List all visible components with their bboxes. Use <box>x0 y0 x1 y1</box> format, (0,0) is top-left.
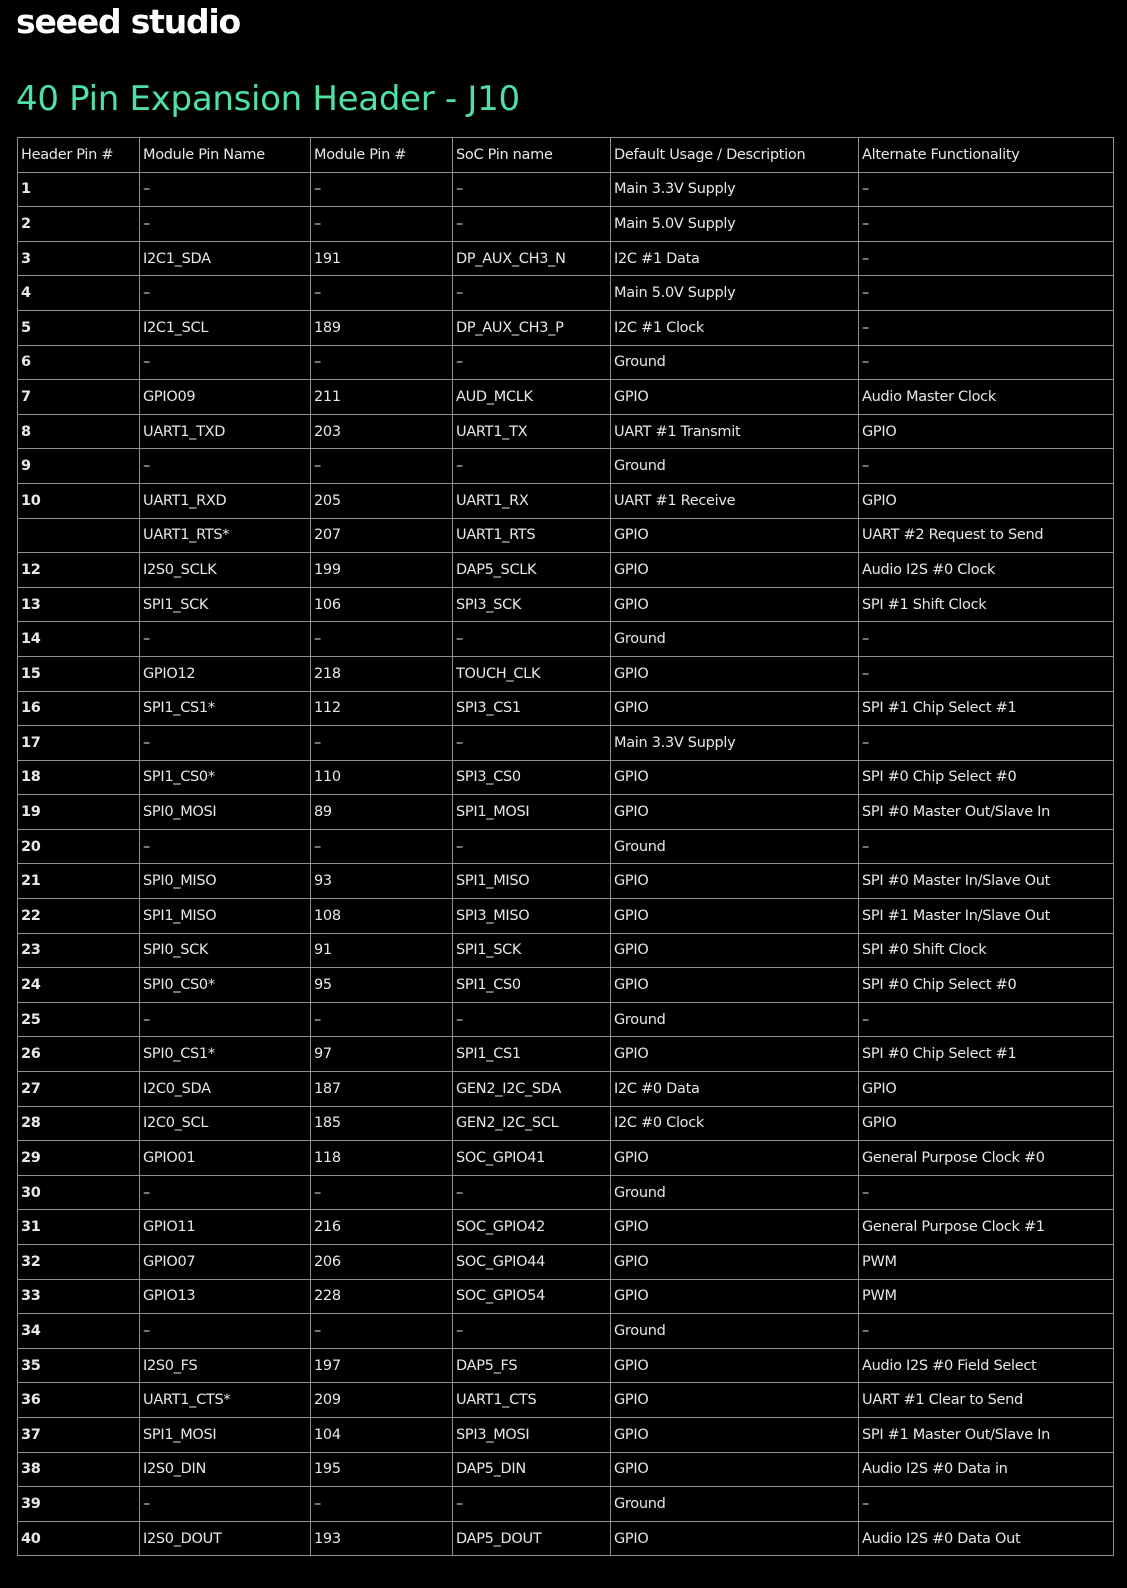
alternate-functionality-cell: SPI #0 Chip Select #0 <box>859 968 1114 1003</box>
module-pin-number-cell: 187 <box>311 1072 453 1107</box>
header-pin-cell: 26 <box>18 1037 140 1072</box>
module-pin-number-cell: 110 <box>311 760 453 795</box>
module-pin-name-cell: SPI1_SCK <box>140 587 311 622</box>
module-pin-name-cell: GPIO11 <box>140 1210 311 1245</box>
soc-pin-name-cell: SPI3_MISO <box>453 899 611 934</box>
default-usage-cell: GPIO <box>611 518 859 553</box>
alternate-functionality-cell: GPIO <box>859 414 1114 449</box>
module-pin-name-column-header: Module Pin Name <box>140 138 311 173</box>
default-usage-cell: GPIO <box>611 656 859 691</box>
alternate-functionality-cell: – <box>859 449 1114 484</box>
alternate-functionality-cell: SPI #0 Master Out/Slave In <box>859 795 1114 830</box>
module-pin-number-cell: 205 <box>311 483 453 518</box>
table-row <box>18 968 1114 1003</box>
alternate-functionality-cell: – <box>859 1314 1114 1349</box>
header-pin-cell: 20 <box>18 829 140 864</box>
header-pin-cell: 4 <box>18 276 140 311</box>
module-pin-name-cell: – <box>140 726 311 761</box>
alternate-functionality-cell: – <box>859 172 1114 207</box>
soc-pin-name-cell: DAP5_DIN <box>453 1452 611 1487</box>
soc-pin-name-cell: – <box>453 207 611 242</box>
table-row <box>18 172 1114 207</box>
alternate-functionality-cell: – <box>859 1487 1114 1522</box>
default-usage-cell: I2C #1 Data <box>611 241 859 276</box>
default-usage-cell: GPIO <box>611 380 859 415</box>
alternate-functionality-cell: – <box>859 829 1114 864</box>
header-pin-cell: 33 <box>18 1279 140 1314</box>
soc-pin-name-cell: SOC_GPIO54 <box>453 1279 611 1314</box>
table-row <box>18 1348 1114 1383</box>
header-pin-cell: 19 <box>18 795 140 830</box>
soc-pin-name-cell: – <box>453 1175 611 1210</box>
module-pin-number-cell: 203 <box>311 414 453 449</box>
table-row <box>18 726 1114 761</box>
soc-pin-name-cell: – <box>453 172 611 207</box>
module-pin-name-cell: SPI0_MOSI <box>140 795 311 830</box>
header-pin-cell: 31 <box>18 1210 140 1245</box>
alternate-functionality-cell: Audio Master Clock <box>859 380 1114 415</box>
header-pin-cell: 16 <box>18 691 140 726</box>
soc-pin-name-cell: – <box>453 726 611 761</box>
module-pin-number-cell: – <box>311 1002 453 1037</box>
header-pin-cell: 23 <box>18 933 140 968</box>
header-pin-cell: 32 <box>18 1245 140 1280</box>
module-pin-number-cell: 185 <box>311 1106 453 1141</box>
alternate-functionality-cell: PWM <box>859 1279 1114 1314</box>
table-row <box>18 380 1114 415</box>
default-usage-cell: Main 3.3V Supply <box>611 726 859 761</box>
alternate-functionality-cell: UART #2 Request to Send <box>859 518 1114 553</box>
header-pin-cell: 15 <box>18 656 140 691</box>
alternate-functionality-cell: GPIO <box>859 1106 1114 1141</box>
soc-pin-name-cell: – <box>453 1314 611 1349</box>
module-pin-name-cell: I2S0_FS <box>140 1348 311 1383</box>
module-pin-name-cell: – <box>140 276 311 311</box>
default-usage-cell: Ground <box>611 449 859 484</box>
module-pin-number-cell: 199 <box>311 553 453 588</box>
soc-pin-name-cell: SPI1_SCK <box>453 933 611 968</box>
header-pin-cell: 17 <box>18 726 140 761</box>
header-pin-cell: 22 <box>18 899 140 934</box>
module-pin-name-cell: SPI0_CS1* <box>140 1037 311 1072</box>
soc-pin-name-cell: – <box>453 345 611 380</box>
alternate-functionality-cell: SPI #1 Shift Clock <box>859 587 1114 622</box>
table-row <box>18 656 1114 691</box>
default-usage-cell: UART #1 Transmit <box>611 414 859 449</box>
module-pin-name-cell: – <box>140 345 311 380</box>
header-pin-cell: 12 <box>18 553 140 588</box>
default-usage-cell: GPIO <box>611 864 859 899</box>
table-row <box>18 1210 1114 1245</box>
module-pin-name-cell: UART1_RXD <box>140 483 311 518</box>
alternate-functionality-cell: – <box>859 656 1114 691</box>
module-pin-name-cell: SPI0_SCK <box>140 933 311 968</box>
soc-pin-name-cell: SPI3_SCK <box>453 587 611 622</box>
table-row <box>18 1106 1114 1141</box>
module-pin-name-cell: I2C0_SDA <box>140 1072 311 1107</box>
table-row <box>18 483 1114 518</box>
default-usage-cell: GPIO <box>611 1383 859 1418</box>
soc-pin-name-cell: – <box>453 449 611 484</box>
header-pin-cell: 21 <box>18 864 140 899</box>
module-pin-name-cell: SPI0_CS0* <box>140 968 311 1003</box>
module-pin-number-cell: 228 <box>311 1279 453 1314</box>
module-pin-number-cell: – <box>311 345 453 380</box>
soc-pin-name-cell: – <box>453 276 611 311</box>
module-pin-name-cell: I2S0_SCLK <box>140 553 311 588</box>
module-pin-number-cell: 191 <box>311 241 453 276</box>
default-usage-cell: GPIO <box>611 760 859 795</box>
module-pin-name-cell: – <box>140 1314 311 1349</box>
default-usage-cell: Ground <box>611 345 859 380</box>
module-pin-number-cell: – <box>311 207 453 242</box>
module-pin-name-cell: GPIO07 <box>140 1245 311 1280</box>
module-pin-name-cell: SPI0_MISO <box>140 864 311 899</box>
alternate-functionality-cell: Audio I2S #0 Field Select <box>859 1348 1114 1383</box>
module-pin-number-cell: 197 <box>311 1348 453 1383</box>
header-pin-cell: 18 <box>18 760 140 795</box>
table-row <box>18 1002 1114 1037</box>
default-usage-cell: GPIO <box>611 1417 859 1452</box>
default-usage-cell: Ground <box>611 622 859 657</box>
module-pin-name-cell: UART1_RTS* <box>140 518 311 553</box>
alternate-functionality-cell: – <box>859 207 1114 242</box>
table-row <box>18 207 1114 242</box>
default-usage-cell: Ground <box>611 1175 859 1210</box>
module-pin-number-cell: 207 <box>311 518 453 553</box>
soc-pin-name-cell: UART1_RTS <box>453 518 611 553</box>
module-pin-name-cell: UART1_CTS* <box>140 1383 311 1418</box>
header-pin-cell: 24 <box>18 968 140 1003</box>
soc-pin-name-cell: DAP5_FS <box>453 1348 611 1383</box>
default-usage-cell: I2C #0 Data <box>611 1072 859 1107</box>
default-usage-cell: I2C #0 Clock <box>611 1106 859 1141</box>
table-row <box>18 1141 1114 1176</box>
module-pin-name-cell: SPI1_MISO <box>140 899 311 934</box>
default-usage-cell: GPIO <box>611 1037 859 1072</box>
soc-pin-name-cell: SOC_GPIO44 <box>453 1245 611 1280</box>
table-header-row <box>18 138 1114 173</box>
default-usage-cell: Ground <box>611 1487 859 1522</box>
header-pin-cell: 28 <box>18 1106 140 1141</box>
header-pin-cell: 39 <box>18 1487 140 1522</box>
soc-pin-name-cell: SOC_GPIO42 <box>453 1210 611 1245</box>
module-pin-name-cell: – <box>140 829 311 864</box>
table-row <box>18 864 1114 899</box>
table-row <box>18 553 1114 588</box>
header-pin-cell: 40 <box>18 1521 140 1556</box>
soc-pin-name-cell: – <box>453 622 611 657</box>
module-pin-number-cell: 93 <box>311 864 453 899</box>
module-pin-name-cell: – <box>140 207 311 242</box>
module-pin-name-cell: – <box>140 449 311 484</box>
table-row <box>18 795 1114 830</box>
default-usage-cell: GPIO <box>611 1348 859 1383</box>
header-pin-cell: 8 <box>18 414 140 449</box>
header-pin-cell: 14 <box>18 622 140 657</box>
table-row <box>18 414 1114 449</box>
alternate-functionality-cell: Audio I2S #0 Clock <box>859 553 1114 588</box>
module-pin-number-cell: – <box>311 449 453 484</box>
module-pin-number-cell: – <box>311 276 453 311</box>
alternate-functionality-cell: SPI #1 Master Out/Slave In <box>859 1417 1114 1452</box>
header-pin-column-header: Header Pin # <box>18 138 140 173</box>
pin-header-table <box>17 137 1114 1556</box>
header-pin-cell: 38 <box>18 1452 140 1487</box>
table-row <box>18 1521 1114 1556</box>
seeed-studio-logo: seeed studio <box>16 2 241 41</box>
module-pin-number-cell: 104 <box>311 1417 453 1452</box>
module-pin-number-cell: 211 <box>311 380 453 415</box>
soc-pin-name-cell: SPI3_CS1 <box>453 691 611 726</box>
module-pin-number-cell: 91 <box>311 933 453 968</box>
table-row <box>18 241 1114 276</box>
alternate-functionality-cell: SPI #0 Master In/Slave Out <box>859 864 1114 899</box>
table-row <box>18 829 1114 864</box>
default-usage-cell: GPIO <box>611 553 859 588</box>
default-usage-cell: Ground <box>611 1002 859 1037</box>
soc-pin-name-cell: – <box>453 1487 611 1522</box>
alternate-functionality-cell: General Purpose Clock #1 <box>859 1210 1114 1245</box>
default-usage-cell: GPIO <box>611 1452 859 1487</box>
alternate-functionality-cell: General Purpose Clock #0 <box>859 1141 1114 1176</box>
soc-pin-name-cell: – <box>453 829 611 864</box>
default-usage-cell: GPIO <box>611 899 859 934</box>
module-pin-number-cell: – <box>311 172 453 207</box>
default-usage-cell: Main 5.0V Supply <box>611 207 859 242</box>
default-usage-cell: GPIO <box>611 968 859 1003</box>
alternate-functionality-cell: SPI #0 Shift Clock <box>859 933 1114 968</box>
module-pin-name-cell: I2C1_SDA <box>140 241 311 276</box>
module-pin-name-cell: SPI1_CS0* <box>140 760 311 795</box>
soc-pin-name-cell: SPI1_CS1 <box>453 1037 611 1072</box>
table-row <box>18 1487 1114 1522</box>
header-pin-cell: 3 <box>18 241 140 276</box>
default-usage-cell: GPIO <box>611 795 859 830</box>
header-pin-cell: 13 <box>18 587 140 622</box>
alternate-functionality-cell: – <box>859 726 1114 761</box>
default-usage-cell: GPIO <box>611 1245 859 1280</box>
table-row <box>18 899 1114 934</box>
table-row <box>18 587 1114 622</box>
module-pin-number-cell: 195 <box>311 1452 453 1487</box>
table-row <box>18 1383 1114 1418</box>
soc-pin-name-column-header: SoC Pin name <box>453 138 611 173</box>
soc-pin-name-cell: SPI3_CS0 <box>453 760 611 795</box>
module-pin-name-cell: GPIO09 <box>140 380 311 415</box>
module-pin-number-cell: 218 <box>311 656 453 691</box>
table-row <box>18 1037 1114 1072</box>
table-row <box>18 1314 1114 1349</box>
soc-pin-name-cell: DP_AUX_CH3_P <box>453 310 611 345</box>
alternate-functionality-cell: SPI #0 Chip Select #1 <box>859 1037 1114 1072</box>
module-pin-number-cell: 216 <box>311 1210 453 1245</box>
module-pin-number-cell: 112 <box>311 691 453 726</box>
default-usage-cell: I2C #1 Clock <box>611 310 859 345</box>
header-pin-cell: 30 <box>18 1175 140 1210</box>
table-row <box>18 310 1114 345</box>
alternate-functionality-cell: Audio I2S #0 Data in <box>859 1452 1114 1487</box>
table-row <box>18 1279 1114 1314</box>
alternate-functionality-cell: – <box>859 310 1114 345</box>
table-row <box>18 760 1114 795</box>
module-pin-name-cell: GPIO13 <box>140 1279 311 1314</box>
alternate-functionality-cell: – <box>859 622 1114 657</box>
alternate-functionality-cell: GPIO <box>859 483 1114 518</box>
table-row <box>18 933 1114 968</box>
default-usage-cell: GPIO <box>611 691 859 726</box>
module-pin-name-cell: SPI1_CS1* <box>140 691 311 726</box>
soc-pin-name-cell: TOUCH_CLK <box>453 656 611 691</box>
module-pin-number-cell: 193 <box>311 1521 453 1556</box>
header-pin-cell <box>18 518 140 553</box>
alternate-functionality-cell: PWM <box>859 1245 1114 1280</box>
header-pin-cell: 2 <box>18 207 140 242</box>
page-title: 40 Pin Expansion Header - J10 <box>16 79 520 119</box>
alternate-functionality-cell: Audio I2S #0 Data Out <box>859 1521 1114 1556</box>
default-usage-cell: GPIO <box>611 587 859 622</box>
module-pin-number-column-header: Module Pin # <box>311 138 453 173</box>
module-pin-number-cell: 209 <box>311 1383 453 1418</box>
header-pin-cell: 7 <box>18 380 140 415</box>
module-pin-name-cell: GPIO01 <box>140 1141 311 1176</box>
soc-pin-name-cell: – <box>453 1002 611 1037</box>
table-row <box>18 1452 1114 1487</box>
table-row <box>18 518 1114 553</box>
header-pin-cell: 36 <box>18 1383 140 1418</box>
soc-pin-name-cell: DAP5_DOUT <box>453 1521 611 1556</box>
default-usage-cell: GPIO <box>611 933 859 968</box>
module-pin-number-cell: 118 <box>311 1141 453 1176</box>
module-pin-number-cell: – <box>311 622 453 657</box>
module-pin-number-cell: 106 <box>311 587 453 622</box>
soc-pin-name-cell: GEN2_I2C_SDA <box>453 1072 611 1107</box>
table-row <box>18 449 1114 484</box>
module-pin-number-cell: 95 <box>311 968 453 1003</box>
header-pin-cell: 37 <box>18 1417 140 1452</box>
header-pin-cell: 29 <box>18 1141 140 1176</box>
module-pin-number-cell: 89 <box>311 795 453 830</box>
alternate-functionality-cell: – <box>859 345 1114 380</box>
soc-pin-name-cell: AUD_MCLK <box>453 380 611 415</box>
table-row <box>18 622 1114 657</box>
module-pin-name-cell: I2S0_DOUT <box>140 1521 311 1556</box>
soc-pin-name-cell: SPI1_MISO <box>453 864 611 899</box>
module-pin-name-cell: I2C0_SCL <box>140 1106 311 1141</box>
default-usage-column-header: Default Usage / Description <box>611 138 859 173</box>
table-row <box>18 1417 1114 1452</box>
module-pin-number-cell: 108 <box>311 899 453 934</box>
module-pin-name-cell: – <box>140 1175 311 1210</box>
header-pin-cell: 5 <box>18 310 140 345</box>
module-pin-number-cell: 206 <box>311 1245 453 1280</box>
soc-pin-name-cell: SOC_GPIO41 <box>453 1141 611 1176</box>
default-usage-cell: Ground <box>611 829 859 864</box>
header-pin-cell: 35 <box>18 1348 140 1383</box>
header-pin-cell: 6 <box>18 345 140 380</box>
module-pin-number-cell: – <box>311 1175 453 1210</box>
header-pin-cell: 27 <box>18 1072 140 1107</box>
header-pin-cell: 10 <box>18 483 140 518</box>
table-row <box>18 691 1114 726</box>
default-usage-cell: GPIO <box>611 1141 859 1176</box>
module-pin-number-cell: – <box>311 1314 453 1349</box>
default-usage-cell: Main 5.0V Supply <box>611 276 859 311</box>
module-pin-name-cell: I2C1_SCL <box>140 310 311 345</box>
default-usage-cell: GPIO <box>611 1521 859 1556</box>
module-pin-number-cell: 97 <box>311 1037 453 1072</box>
table-row <box>18 345 1114 380</box>
soc-pin-name-cell: UART1_CTS <box>453 1383 611 1418</box>
alternate-functionality-cell: – <box>859 1002 1114 1037</box>
soc-pin-name-cell: DP_AUX_CH3_N <box>453 241 611 276</box>
module-pin-name-cell: – <box>140 1002 311 1037</box>
module-pin-name-cell: – <box>140 622 311 657</box>
table-row <box>18 276 1114 311</box>
soc-pin-name-cell: SPI1_CS0 <box>453 968 611 1003</box>
default-usage-cell: UART #1 Receive <box>611 483 859 518</box>
alternate-functionality-cell: SPI #1 Chip Select #1 <box>859 691 1114 726</box>
alternate-functionality-cell: GPIO <box>859 1072 1114 1107</box>
header-pin-cell: 9 <box>18 449 140 484</box>
header-pin-cell: 1 <box>18 172 140 207</box>
table-row <box>18 1072 1114 1107</box>
pin-table-body <box>18 172 1114 1556</box>
alternate-functionality-cell: UART #1 Clear to Send <box>859 1383 1114 1418</box>
alternate-functionality-cell: – <box>859 276 1114 311</box>
soc-pin-name-cell: SPI3_MOSI <box>453 1417 611 1452</box>
soc-pin-name-cell: SPI1_MOSI <box>453 795 611 830</box>
header-pin-cell: 34 <box>18 1314 140 1349</box>
alternate-functionality-column-header: Alternate Functionality <box>859 138 1114 173</box>
module-pin-name-cell: SPI1_MOSI <box>140 1417 311 1452</box>
module-pin-number-cell: – <box>311 829 453 864</box>
module-pin-name-cell: – <box>140 1487 311 1522</box>
alternate-functionality-cell: SPI #0 Chip Select #0 <box>859 760 1114 795</box>
soc-pin-name-cell: DAP5_SCLK <box>453 553 611 588</box>
default-usage-cell: GPIO <box>611 1279 859 1314</box>
table-row <box>18 1245 1114 1280</box>
default-usage-cell: GPIO <box>611 1210 859 1245</box>
default-usage-cell: Ground <box>611 1314 859 1349</box>
alternate-functionality-cell: SPI #1 Master In/Slave Out <box>859 899 1114 934</box>
module-pin-name-cell: – <box>140 172 311 207</box>
module-pin-name-cell: GPIO12 <box>140 656 311 691</box>
alternate-functionality-cell: – <box>859 1175 1114 1210</box>
soc-pin-name-cell: GEN2_I2C_SCL <box>453 1106 611 1141</box>
default-usage-cell: Main 3.3V Supply <box>611 172 859 207</box>
alternate-functionality-cell: – <box>859 241 1114 276</box>
soc-pin-name-cell: UART1_RX <box>453 483 611 518</box>
header-pin-cell: 25 <box>18 1002 140 1037</box>
module-pin-number-cell: 189 <box>311 310 453 345</box>
module-pin-number-cell: – <box>311 726 453 761</box>
module-pin-number-cell: – <box>311 1487 453 1522</box>
module-pin-name-cell: UART1_TXD <box>140 414 311 449</box>
table-row <box>18 1175 1114 1210</box>
soc-pin-name-cell: UART1_TX <box>453 414 611 449</box>
module-pin-name-cell: I2S0_DIN <box>140 1452 311 1487</box>
